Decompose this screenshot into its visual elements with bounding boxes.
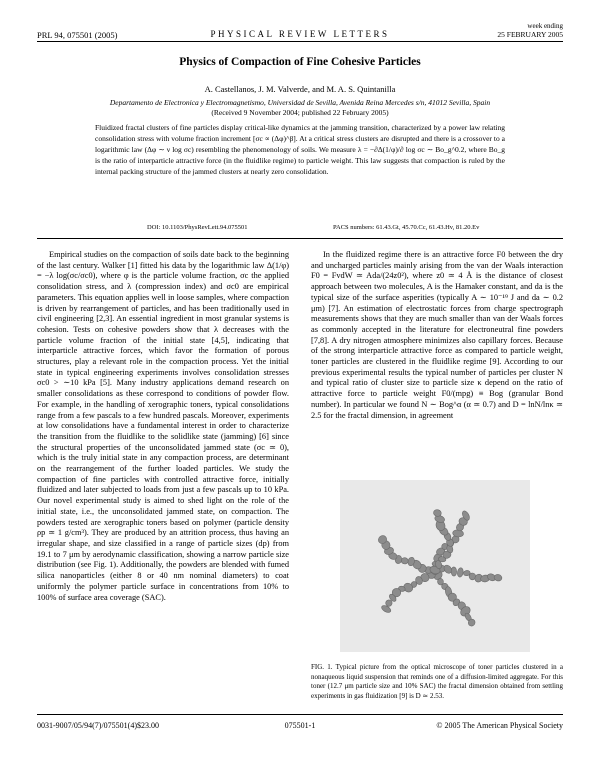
- figure-microscope-image: [340, 480, 530, 652]
- footer-issn: 0031-9007/05/94(7)/075501(4)$23.00: [37, 721, 159, 730]
- paper-affiliation: Departamento de Electronica y Electromagnetismo, Universidad de Sevilla, Avenida Reina Mercedes s/n, 41012 Sevilla, Spain: [109, 98, 491, 107]
- body-paragraph: Empirical studies on the compaction of soils date back to the beginning of the last century. Walker [1] fitted his data by the logarithmic law Δ(1/φ) = −λ log(σc/σc0), where φ is the particle volume fraction, σc the applied consolidation stress, and λ (compression index) and σc0 are empirical parameters. This equation applies well in loose samples, where compaction is driven by rearrangement of particles, and has been traditionally used in civil engineering [2,3]. An essential ingredient in most granular systems is cohesion. Tests on cohesive powders show that λ decreases with the particle volume fraction of the initial state [4,5], indicating that interparticle attractive forces, which favor the formation of porous structures, play a relevant role in the compaction process. Yet the initial state in typical engineering experiments involves consolidation stresses σc0 > ∼10 kPa [5]. Many industry applications demand research on smaller consolidations as these correspond to conditions of powder flow. For example, in the handling of xerographic toners, typical consolidations range from a few pascals to a few hundred pascals. Moreover, experiments at low consolidations have a fundamental interest in order to characterize the transition from the fluidlike to the solidlike state (jamming) [6] since the structural properties of the unconsolidated jammed state (σc ≃ 0), which is the truly initial state in any compaction process, are determinant on the rearrangement of the further loaded particles. We study the compaction of fine particles with controlled attractive force, initially fluidized and later subjected to loads from just a few pascals up to 10 kPa. Our novel experimental study is aimed to shed light on the role of the initial state, i.e., the unconsolidated jammed state, on compaction. The powders tested are xerographic toners based on polymer (particle density ρp ≃ 1 g/cm³). They are produced by an attrition process, thus having an irregular shape, and size classified in a range of particle sizes (dp) from 19.1 to 7 μm by aerodynamic classification, showing a narrow particle size distribution (see Fig. 1). Additionally, the powders are blended with fumed silica nanoparticles (either 8 or 40 nm nominal diameters) to coat uniformly the polymer particle surface in concentrations from 10% to 100% of surface area coverage (SAC).: [37, 250, 289, 602]
- abstract: Fluidized fractal clusters of fine particles display critical-like dynamics at the jamming transition, characterized by a power law relating consolidation stress with volume fraction increment [σc ∝ (Δφ)^β]. At a critical stress clusters are disrupted and there is a crossover to a logarithmic law (Δφ ∼ ν log σc) resembling the phenomenology of soils. We measure λ = −∂Δ(1/φ)/∂ log σc ∼ Bo_g^0.2, where Bo_g is the ratio of interparticle attractive force (in the fluidlike regime) to particle weight. This law suggests that compaction is ruled by the internal packing structure of the jammed clusters at nearly zero consolidation.: [95, 123, 505, 176]
- figure-caption: FIG. 1. Typical picture from the optical microscope of toner particles clustered in a nonaqueous liquid suspension that reminds one of a diffusion-limited aggregate. For this toner (12.7 μm particle size and 10% SAC) the fractal dimension obtained from settling experiments in gas fluidization [9] is D ≃ 2.53.: [311, 663, 563, 700]
- page-number: 075501-1: [284, 721, 316, 730]
- right-column: [311, 250, 563, 472]
- header-week-ending: week ending: [527, 22, 563, 30]
- footer-rule: [37, 714, 563, 715]
- header-citation: PRL 94, 075501 (2005): [37, 30, 118, 40]
- footer-copyright: © 2005 The American Physical Society: [436, 721, 563, 730]
- journal-name: PHYSICAL REVIEW LETTERS: [210, 29, 390, 39]
- paper-title: Physics of Compaction of Fine Cohesive Particles: [179, 56, 421, 68]
- particle: [401, 557, 409, 564]
- header-date: 25 FEBRUARY 2005: [497, 30, 563, 39]
- body-paragraph: In the fluidized regime there is an attractive force F0 between the dry and uncharged particles mainly arising from the van der Waals interaction F0 = FvdW ≃ Ada/(24z0²), where z0 ≃ 4 Å is the distance of closest approach between two molecules, A is the Hamaker constant, and da is the typical size of the surface asperities (typically A ∼ 10⁻¹⁹ J and da ∼ 0.2 μm) [7]. An estimation of electrostatic forces from charge spectrograph measurements shows that they are much smaller than van der Waals forces as commonly accepted in the literature for electroneutral fine powders [7,8]. A dry nitrogen atmosphere minimizes also capillary forces. Because of the strong interparticle attractive force as compared to particle weight, toner particles are clustered in the fluidlike regime [9]. According to our previous experimental results the typical number of particles per cluster N and typical ratio of cluster size to particle size κ depend on the ratio of attractive force to particle weight F0/(mpg) ≡ Bog (granular Bond number). In particular we found N ∼ Bog^α (α ≃ 0.7) and D = lnN/lnκ ≃ 2.5 for the fractal dimension, in agreement: [311, 250, 563, 420]
- pacs-numbers: PACS numbers: 61.43.Gt, 45.70.Cc, 61.43.Hv, 81.20.Ev: [333, 224, 480, 231]
- doi-link[interactable]: DOI: 10.1103/PhysRevLett.94.075501: [147, 224, 248, 231]
- abstract-rule: [37, 238, 563, 239]
- left-column: [37, 250, 289, 705]
- paper-authors: A. Castellanos, J. M. Valverde, and M. A. S. Quintanilla: [204, 84, 396, 94]
- header-rule: [37, 41, 563, 42]
- received-date: (Received 9 November 2004; published 22 February 2005): [211, 108, 389, 117]
- particle: [451, 567, 457, 576]
